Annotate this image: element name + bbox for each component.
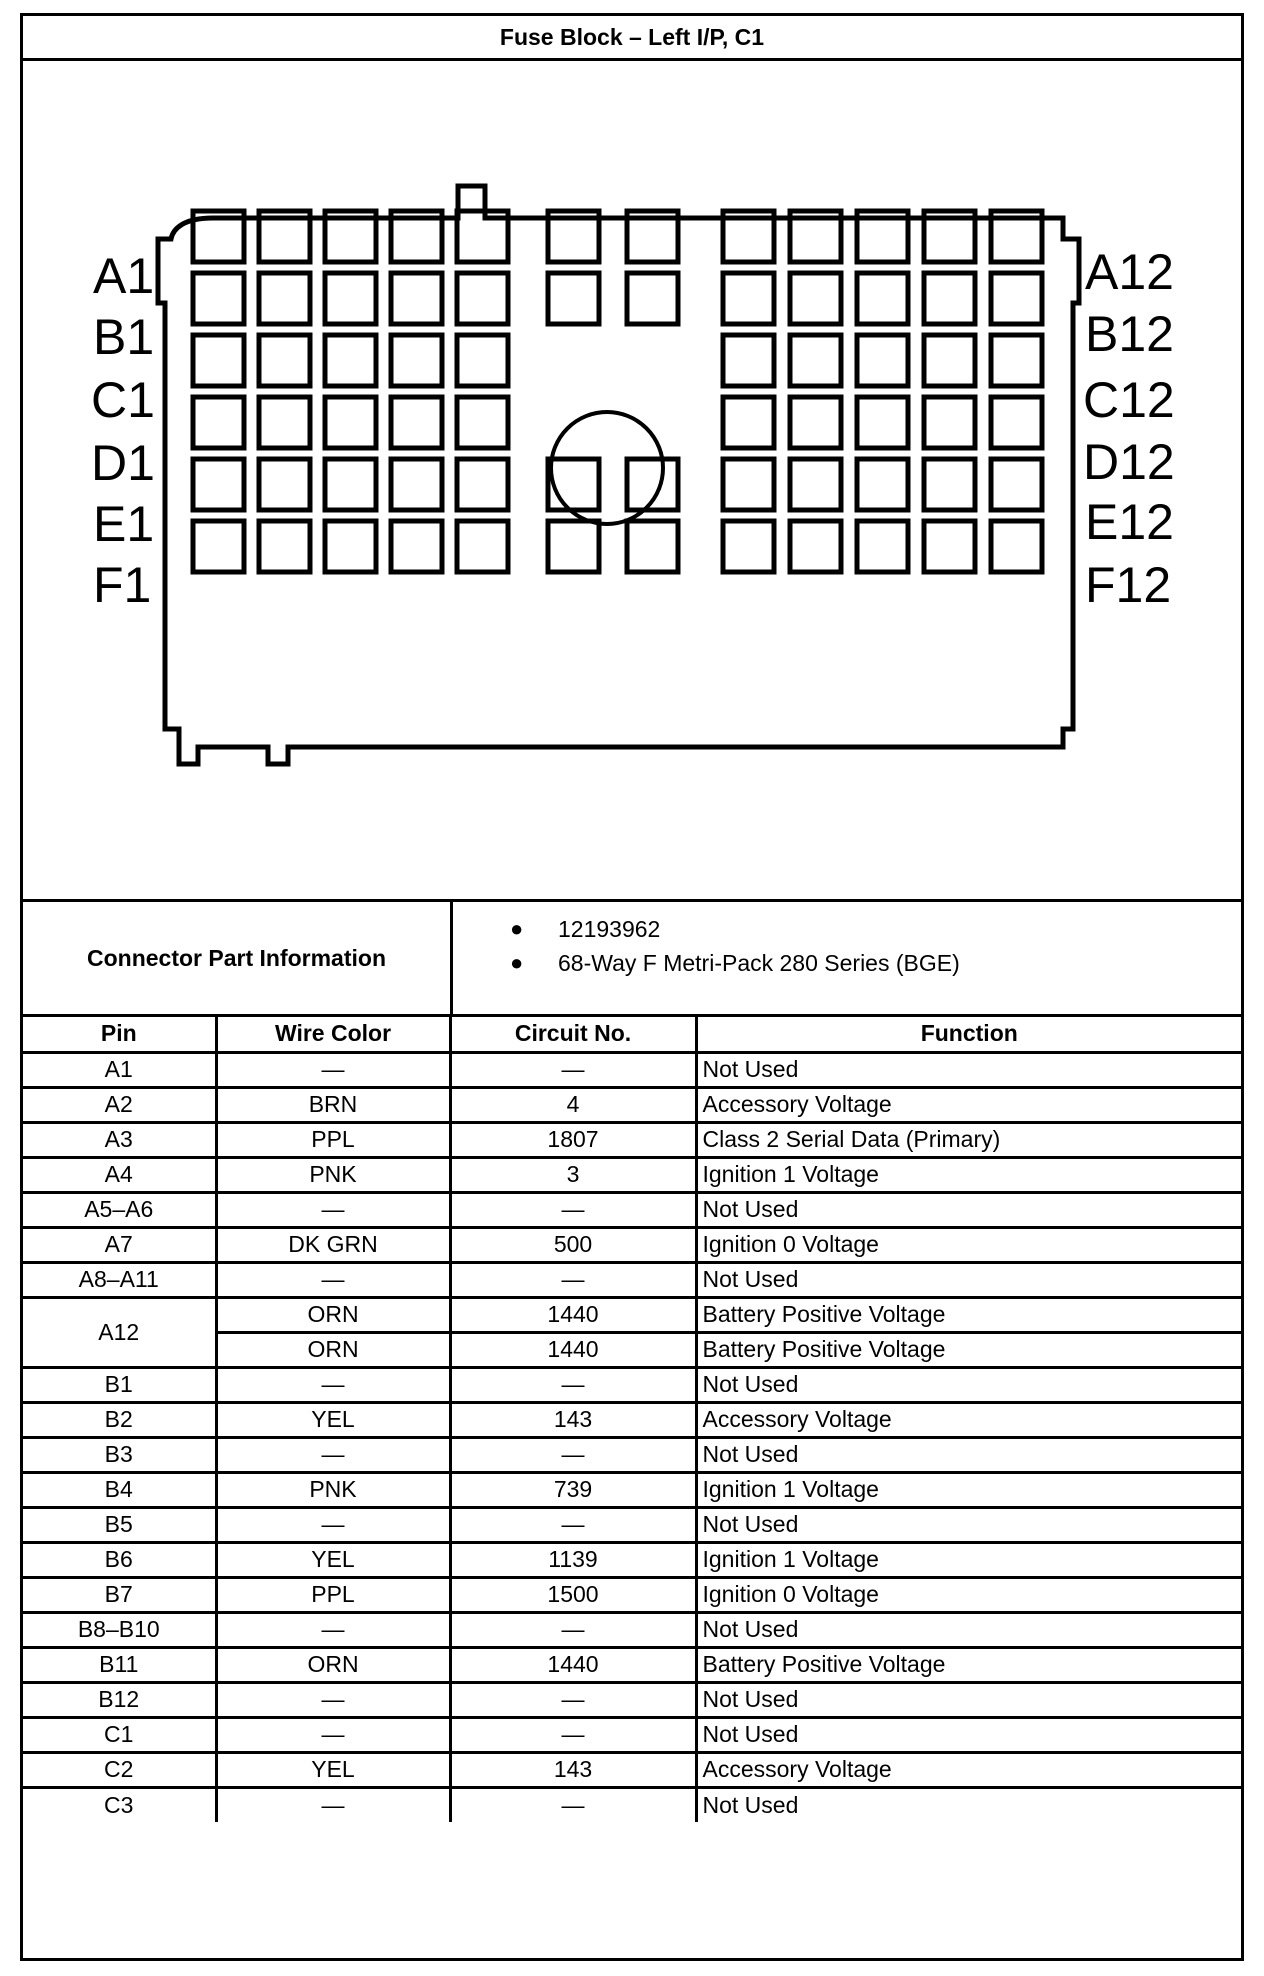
function-cell: Not Used [696, 1192, 1241, 1227]
function-cell: Not Used [696, 1682, 1241, 1717]
connector-description: 68-Way F Metri-Pack 280 Series (BGE) [558, 950, 960, 976]
table-row [23, 1472, 1241, 1507]
cavity-d-10 [991, 397, 1042, 448]
cavity-b-3 [325, 273, 376, 324]
function-cell: Ignition 1 Voltage [696, 1472, 1241, 1507]
wire-color-cell: — [216, 1052, 450, 1087]
cavity-grid [193, 211, 1042, 572]
table-row [23, 1192, 1241, 1227]
wire-color-cell: PNK [216, 1157, 450, 1192]
pin-cell: C2 [23, 1752, 216, 1787]
function-cell: Not Used [696, 1437, 1241, 1472]
table-row [23, 1577, 1241, 1612]
wire-color-cell: DK GRN [216, 1227, 450, 1262]
cavity-b-5 [457, 273, 508, 324]
circuit-cell: — [450, 1717, 696, 1752]
pin-cell: B5 [23, 1507, 216, 1542]
wire-color-cell: — [216, 1262, 450, 1297]
cavity-d-6 [723, 397, 774, 448]
cavity-b-11 [924, 273, 975, 324]
wire-color-cell: — [216, 1507, 450, 1542]
cavity-e-3 [325, 459, 376, 510]
wire-color-cell: — [216, 1612, 450, 1647]
right-label-e12: E12 [1085, 494, 1174, 550]
function-cell: Accessory Voltage [696, 1402, 1241, 1437]
cavity-c-3 [325, 335, 376, 386]
table-row [23, 1612, 1241, 1647]
circuit-cell: 1500 [450, 1577, 696, 1612]
function-cell: Accessory Voltage [696, 1752, 1241, 1787]
circuit-cell: 3 [450, 1157, 696, 1192]
function-cell: Not Used [696, 1612, 1241, 1647]
pin-cell: A3 [23, 1122, 216, 1157]
pin-cell: B12 [23, 1682, 216, 1717]
circuit-cell: 4 [450, 1087, 696, 1122]
cavity-b-9 [790, 273, 841, 324]
cavity-f-9 [790, 521, 841, 572]
circuit-cell: 1440 [450, 1647, 696, 1682]
cavity-b-8 [723, 273, 774, 324]
cavity-e-4 [391, 459, 442, 510]
cavity-f-11 [924, 521, 975, 572]
wire-color-cell: ORN [216, 1332, 450, 1367]
cavity-e-11 [924, 459, 975, 510]
cavity-e-9 [790, 459, 841, 510]
table-row [23, 1787, 1241, 1822]
cavity-e-10 [857, 459, 908, 510]
cavity-d-4 [391, 397, 442, 448]
table-row [23, 1437, 1241, 1472]
cavity-b-6 [548, 273, 599, 324]
cavity-d-9 [924, 397, 975, 448]
circuit-cell: 500 [450, 1227, 696, 1262]
page-title: Fuse Block – Left I/P, C1 [23, 16, 1241, 61]
right-label-f12: F12 [1085, 557, 1172, 613]
pin-cell: A2 [23, 1087, 216, 1122]
function-cell: Battery Positive Voltage [696, 1297, 1241, 1332]
table-row [23, 1507, 1241, 1542]
circuit-cell: — [450, 1682, 696, 1717]
cavity-b-1 [193, 273, 244, 324]
cavity-c-4 [391, 335, 442, 386]
cavity-e-6 [548, 459, 599, 510]
header-wire-color: Wire Color [216, 1017, 450, 1052]
wire-color-cell: PPL [216, 1577, 450, 1612]
cavity-f-8 [723, 521, 774, 572]
cavity-f-6 [548, 521, 599, 572]
connector-info-list [453, 902, 1241, 1024]
pin-table [23, 1017, 1241, 1822]
left-label-f1: F1 [93, 557, 152, 613]
cavity-f-1 [193, 521, 244, 572]
cavity-f-2 [259, 521, 310, 572]
right-label-a12: A12 [1085, 244, 1174, 300]
pin-cell: B8–B10 [23, 1612, 216, 1647]
cavity-f-4 [391, 521, 442, 572]
pin-cell: B3 [23, 1437, 216, 1472]
circuit-cell: — [450, 1507, 696, 1542]
wire-color-cell: — [216, 1437, 450, 1472]
table-row [23, 1122, 1241, 1157]
wire-color-cell: YEL [216, 1542, 450, 1577]
cavity-b-10 [857, 273, 908, 324]
circuit-cell: 1807 [450, 1122, 696, 1157]
connector-info-label: Connector Part Information [23, 902, 453, 1014]
pin-cell: B6 [23, 1542, 216, 1577]
header-circuit-no: Circuit No. [450, 1017, 696, 1052]
pin-cell: A12 [23, 1297, 216, 1367]
function-cell: Ignition 1 Voltage [696, 1157, 1241, 1192]
cavity-e-8 [723, 459, 774, 510]
connector-face-drawing [23, 61, 1241, 899]
wire-color-cell: — [216, 1787, 450, 1822]
connector-diagram [23, 61, 1241, 902]
right-label-c12: C12 [1083, 372, 1175, 428]
bullet-icon: ● [510, 950, 524, 975]
circuit-cell: 143 [450, 1402, 696, 1437]
wire-color-cell: YEL [216, 1402, 450, 1437]
cavity-f-10 [857, 521, 908, 572]
circuit-cell: — [450, 1612, 696, 1647]
circuit-cell: 739 [450, 1472, 696, 1507]
table-row [23, 1367, 1241, 1402]
table-row [23, 1717, 1241, 1752]
connector-info-item [453, 912, 1241, 946]
function-cell: Battery Positive Voltage [696, 1332, 1241, 1367]
pin-cell: B1 [23, 1367, 216, 1402]
cavity-d-8 [857, 397, 908, 448]
cavity-c-2 [259, 335, 310, 386]
pin-cell: B11 [23, 1647, 216, 1682]
cavity-e-12 [991, 459, 1042, 510]
cavity-d-1 [193, 397, 244, 448]
cavity-c-6 [723, 335, 774, 386]
pin-cell: B7 [23, 1577, 216, 1612]
cavity-d-3 [325, 397, 376, 448]
table-row [23, 1157, 1241, 1192]
function-cell: Accessory Voltage [696, 1087, 1241, 1122]
pin-labels [91, 244, 1175, 613]
connector-info-item [453, 946, 1241, 980]
wire-color-cell: — [216, 1717, 450, 1752]
table-row [23, 1542, 1241, 1577]
cavity-e-5 [457, 459, 508, 510]
pin-cell: A1 [23, 1052, 216, 1087]
cavity-e-2 [259, 459, 310, 510]
left-label-e1: E1 [93, 496, 155, 552]
table-header-row [23, 1017, 1241, 1052]
table-row [23, 1647, 1241, 1682]
cavity-c-8 [857, 335, 908, 386]
left-label-d1: D1 [91, 435, 155, 491]
circuit-cell: — [450, 1437, 696, 1472]
pin-cell: A4 [23, 1157, 216, 1192]
left-label-c1: C1 [91, 372, 155, 428]
cavity-d-7 [790, 397, 841, 448]
wire-color-cell: PNK [216, 1472, 450, 1507]
table-row [23, 1052, 1241, 1087]
pin-cell: A5–A6 [23, 1192, 216, 1227]
circuit-cell: — [450, 1367, 696, 1402]
connector-center-circle [551, 412, 663, 524]
wire-color-cell: YEL [216, 1752, 450, 1787]
table-row [23, 1402, 1241, 1437]
cavity-d-2 [259, 397, 310, 448]
cavity-c-5 [457, 335, 508, 386]
wire-color-cell: ORN [216, 1297, 450, 1332]
pin-cell: A7 [23, 1227, 216, 1262]
function-cell: Not Used [696, 1787, 1241, 1822]
function-cell: Not Used [696, 1507, 1241, 1542]
cavity-c-9 [924, 335, 975, 386]
pin-cell: A8–A11 [23, 1262, 216, 1297]
function-cell: Not Used [696, 1717, 1241, 1752]
cavity-b-2 [259, 273, 310, 324]
cavity-c-1 [193, 335, 244, 386]
cavity-f-5 [457, 521, 508, 572]
pin-cell: C3 [23, 1787, 216, 1822]
table-row [23, 1682, 1241, 1717]
cavity-c-7 [790, 335, 841, 386]
right-label-b12: B12 [1085, 306, 1174, 362]
table-row [23, 1227, 1241, 1262]
cavity-b-12 [991, 273, 1042, 324]
right-label-d12: D12 [1083, 434, 1175, 490]
connector-sheet [20, 13, 1244, 1961]
function-cell: Not Used [696, 1052, 1241, 1087]
cavity-f-3 [325, 521, 376, 572]
cavity-b-7 [627, 273, 678, 324]
function-cell: Ignition 0 Voltage [696, 1577, 1241, 1612]
circuit-cell: 1440 [450, 1332, 696, 1367]
connector-part-info [23, 902, 1241, 1017]
pin-cell: B2 [23, 1402, 216, 1437]
wire-color-cell: — [216, 1367, 450, 1402]
left-label-a1: A1 [93, 248, 155, 304]
wire-color-cell: — [216, 1682, 450, 1717]
pin-table-body [23, 1052, 1241, 1822]
circuit-cell: — [450, 1192, 696, 1227]
pin-cell: B4 [23, 1472, 216, 1507]
cavity-d-5 [457, 397, 508, 448]
table-row [23, 1262, 1241, 1297]
function-cell: Ignition 1 Voltage [696, 1542, 1241, 1577]
header-function: Function [696, 1017, 1241, 1052]
cavity-f-12 [991, 521, 1042, 572]
circuit-cell: 143 [450, 1752, 696, 1787]
function-cell: Battery Positive Voltage [696, 1647, 1241, 1682]
pin-cell: C1 [23, 1717, 216, 1752]
bullet-icon: ● [510, 916, 524, 941]
wire-color-cell: BRN [216, 1087, 450, 1122]
table-row [23, 1087, 1241, 1122]
header-pin: Pin [23, 1017, 216, 1052]
table-row [23, 1752, 1241, 1787]
cavity-f-7 [627, 521, 678, 572]
circuit-cell: 1139 [450, 1542, 696, 1577]
cavity-c-10 [991, 335, 1042, 386]
circuit-cell: — [450, 1052, 696, 1087]
wire-color-cell: ORN [216, 1647, 450, 1682]
left-label-b1: B1 [93, 309, 155, 365]
function-cell: Not Used [696, 1367, 1241, 1402]
circuit-cell: — [450, 1262, 696, 1297]
circuit-cell: — [450, 1787, 696, 1822]
part-number: 12193962 [558, 916, 661, 942]
circuit-cell: 1440 [450, 1297, 696, 1332]
function-cell: Not Used [696, 1262, 1241, 1297]
wire-color-cell: PPL [216, 1122, 450, 1157]
wire-color-cell: — [216, 1192, 450, 1227]
cavity-b-4 [391, 273, 442, 324]
cavity-e-1 [193, 459, 244, 510]
function-cell: Ignition 0 Voltage [696, 1227, 1241, 1262]
function-cell: Class 2 Serial Data (Primary) [696, 1122, 1241, 1157]
table-row [23, 1297, 1241, 1332]
